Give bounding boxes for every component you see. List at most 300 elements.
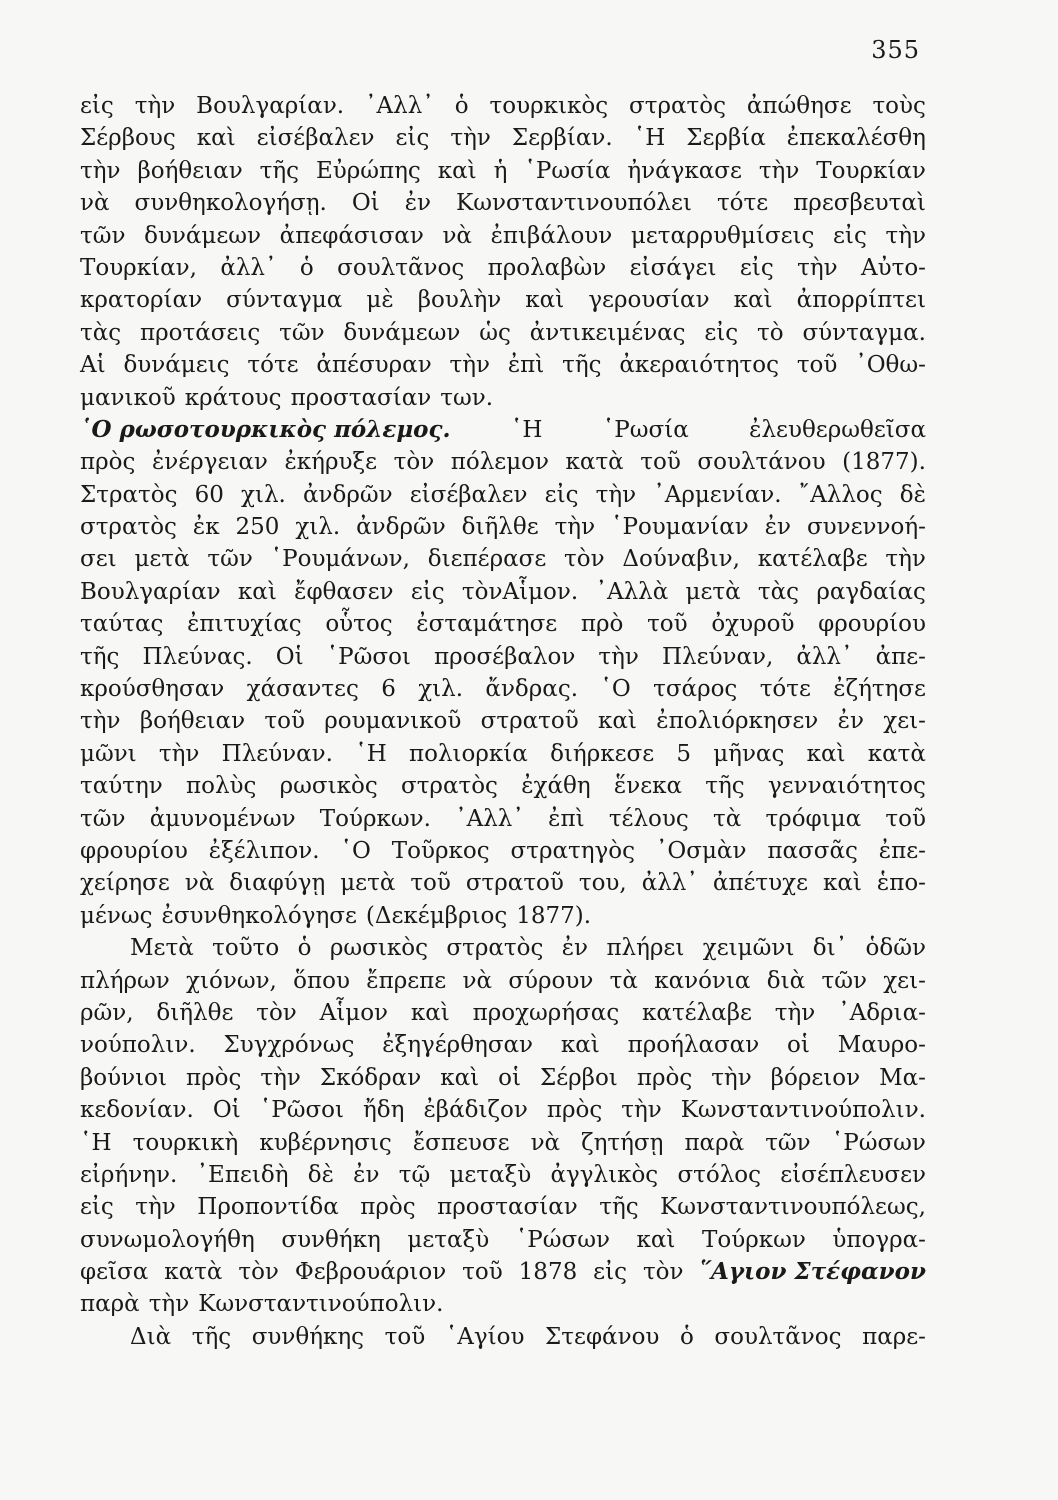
word: καὶ [598, 708, 637, 735]
word: Στεφάνου [545, 1323, 660, 1350]
word: Βουλγαρίαν. [196, 93, 345, 119]
word: κατὰ [867, 740, 926, 767]
word: ἀπορρίπτει [796, 287, 926, 314]
word: συνωμολογήθη [80, 1226, 255, 1253]
word: διῆλθε [461, 514, 539, 541]
word: Κωνσταντινουπόλεως, [660, 1194, 926, 1221]
word: ἔφθασεν [294, 578, 394, 605]
word: ἐν [764, 514, 792, 541]
word: ἐπε- [878, 837, 926, 864]
word: ἀπέσυραν [316, 352, 432, 379]
word: ἐπὶ [507, 352, 545, 379]
word: τὸν [238, 1259, 279, 1286]
text-line [80, 770, 926, 802]
word: στρατὸς [629, 93, 726, 119]
word: Τούρκων [702, 1226, 806, 1253]
word: πρὸς [546, 1097, 603, 1124]
word: ὡς [479, 319, 511, 346]
word: ῾Ρώσων [515, 1226, 610, 1253]
word: τὴν [758, 157, 800, 184]
word: ἐσταμάτησε [416, 611, 558, 638]
word: στρατὸς [80, 514, 177, 541]
word: ᾿Οθω- [855, 352, 926, 379]
word: εἰσέβαλεν [409, 481, 528, 508]
word: τὴν [450, 125, 491, 152]
word: Οἱ [275, 643, 304, 670]
word: τοῦ [384, 1323, 426, 1350]
word: πρὸς [185, 1064, 242, 1091]
word: διήρκεσε [550, 740, 655, 767]
text-line [80, 479, 926, 511]
word: μετὰ [340, 870, 396, 897]
word: ῾Ρῶσοι [259, 1097, 345, 1124]
word: κρατορίαν [80, 287, 203, 314]
text-line [80, 641, 926, 673]
word: σουλτᾶνος [337, 254, 465, 281]
word: ἐν [404, 190, 432, 217]
word: χειμῶνι [702, 935, 795, 962]
text-line [80, 738, 926, 770]
word: συνεννοή- [806, 514, 926, 541]
word: τὴν [554, 514, 596, 541]
word: μεταξὺ [407, 1226, 490, 1253]
word: Οἱ [212, 1097, 241, 1124]
word: τὰ [712, 805, 742, 832]
word: τρόφιμα [765, 805, 862, 832]
word: στρατοῦ [465, 870, 564, 897]
word: τὴν [797, 254, 838, 281]
word: ρωσικὸς [329, 935, 428, 962]
word: ἐνέργειαν [151, 449, 268, 476]
word: ῾Ρωσία [602, 416, 689, 443]
text-line [80, 90, 926, 122]
word: τῆς [562, 352, 602, 379]
word: τῆς [191, 1323, 232, 1350]
word: συνθήκης [251, 1323, 365, 1350]
word: μετὰ [685, 578, 741, 605]
word: ρουμανικοῦ [324, 708, 462, 735]
word: Σερβία [686, 125, 766, 152]
word: Αὐτο- [861, 254, 926, 281]
word: ᾿Οσμὰν [655, 837, 747, 864]
word: εἰσέβαλεν [256, 125, 375, 152]
word: προλαβὼν [487, 254, 607, 281]
word: Τουρκίαν, [80, 254, 197, 281]
word: Μαυρο- [837, 1032, 926, 1059]
word: νὰ [462, 967, 493, 994]
word: προήλασαν [627, 1032, 760, 1059]
word: καὶ [733, 287, 773, 314]
word: ἀνδρῶν [302, 481, 393, 508]
word: ἀνδρῶν [356, 514, 446, 541]
word: δὲ [307, 1161, 334, 1188]
word: ἐπιβάλουν [490, 222, 613, 249]
word: ὁ [454, 93, 469, 119]
word: τοῦ [647, 611, 688, 638]
word: ἑπο- [876, 870, 926, 897]
word: σύρουν [508, 967, 594, 994]
text-line [80, 1256, 926, 1288]
word: ἐξέλιπον. [208, 837, 320, 864]
word: τοῦ [640, 449, 681, 476]
text-line [80, 705, 926, 737]
word: (Δεκέμβριος [365, 902, 508, 929]
word: ᾿Αλλ᾿ [365, 93, 434, 119]
word: 60 [194, 481, 224, 508]
word: τὰς [757, 578, 800, 605]
word: κυβέρνησις [259, 1129, 392, 1156]
word: εἰρήνην. [80, 1161, 178, 1188]
word: μὲ [366, 287, 394, 314]
word: τὴν [774, 999, 816, 1026]
text-line [80, 900, 926, 932]
text-line [80, 1029, 926, 1061]
word: Δούναβιν, [622, 546, 740, 573]
word: τότε [247, 352, 299, 379]
word: ῾Η [510, 416, 543, 443]
word: ἀλλ᾿ [641, 870, 698, 897]
word: βούνιοι [80, 1064, 167, 1091]
word: ᾿Αρμενίαν. [653, 481, 782, 508]
word: τοῦ [264, 708, 305, 735]
text-line [80, 317, 926, 349]
word: τὴν [135, 1194, 176, 1221]
word: στρατοῦ [480, 708, 579, 735]
word: τὸν [564, 546, 605, 573]
word: χει- [883, 967, 926, 994]
word: τοῦ [885, 805, 926, 832]
word: Μα- [879, 1064, 926, 1091]
word: ὑπογρα- [832, 1226, 926, 1253]
word: ἀλλ᾿ [796, 643, 853, 670]
paragraph-russo-turkish-war [80, 414, 926, 932]
word: ῾Ο [600, 676, 631, 703]
word: ραγδαίας [816, 578, 926, 605]
word: πρὸς [360, 1194, 416, 1221]
word: εἰς [80, 1194, 114, 1221]
text-line [80, 382, 926, 414]
word: τουρκικὴ [132, 1129, 239, 1156]
text-line [80, 608, 926, 640]
word: Εὐρώπης [315, 157, 421, 184]
text-line [80, 155, 926, 187]
word: φρουρίου [818, 611, 926, 638]
word: χει- [883, 708, 926, 735]
word: καὶ [636, 1226, 676, 1253]
word: ἐχάθη [521, 773, 591, 800]
text-line [80, 835, 926, 867]
word: καὶ [410, 999, 450, 1026]
word: στρατὸς [446, 935, 544, 962]
word: τὴν [711, 1064, 752, 1091]
word: τὴν [885, 222, 926, 249]
word: εἰσέπλευσεν [780, 1161, 926, 1188]
word: οἱ [787, 1032, 810, 1059]
word: παρὰ [684, 1129, 745, 1156]
text-line [80, 252, 926, 284]
text-line [80, 1288, 926, 1320]
word: ἐκ [192, 514, 220, 541]
word: Προποντίδα [197, 1194, 339, 1221]
word: γενναιότητος [767, 773, 926, 800]
word: σει [80, 546, 117, 573]
word: ὁ [297, 935, 312, 962]
word: ᾿Επειδὴ [196, 1161, 289, 1188]
word: πόλεμον [450, 449, 549, 476]
word: πολὺς [185, 773, 257, 800]
text-line [80, 867, 926, 899]
word: βουλὴν [417, 287, 502, 314]
word: ᾿Αλλ᾿ [455, 805, 524, 832]
word: τὸν [256, 999, 297, 1026]
word: τῶν [821, 967, 867, 994]
word: Σέρβοι [539, 1064, 618, 1091]
word: δι᾿ [812, 935, 848, 962]
word: προστασίαν [437, 1194, 578, 1221]
word: σουλτάνου [697, 449, 826, 476]
word: κρούσθησαν [80, 676, 225, 703]
word: πολιορκία [408, 740, 528, 767]
word: ταύτην [80, 773, 163, 800]
word: τὴν [598, 643, 639, 670]
word: τσάρος [653, 676, 738, 703]
word: ἐλευθερωθεῖσα [749, 416, 926, 443]
word: τοῦ [410, 870, 451, 897]
word: μένως [80, 902, 153, 929]
word: ἄνδρας. [485, 676, 579, 703]
word: ὀχυροῦ [711, 611, 795, 638]
text-line [80, 1094, 926, 1126]
word: εἰς [395, 125, 430, 152]
word: πρὸ [580, 611, 624, 638]
word: τὰ [609, 967, 638, 994]
text-line [80, 965, 926, 997]
word: 6 [381, 676, 396, 703]
text-line [80, 1321, 926, 1353]
word: εἰς [544, 481, 579, 508]
word: δυνάμεων [144, 222, 262, 249]
word: κράτους [184, 384, 282, 411]
word: χιλ. [241, 481, 286, 508]
word: ῾Ρωσία [524, 157, 611, 184]
word: μῆνας [713, 740, 785, 767]
word: πασσᾶς [767, 837, 858, 864]
word: φεῖσα [80, 1259, 149, 1286]
word: στόλος [677, 1161, 762, 1188]
word: διεπέρασε [427, 546, 547, 573]
word: νὰ [184, 870, 215, 897]
word: Μετὰ [130, 935, 194, 962]
word: Σερβίαν. [511, 125, 613, 152]
word: ῾Ο [340, 837, 371, 864]
text-line [80, 576, 926, 608]
word: τῶν [80, 222, 126, 249]
word: ῾Ρῶσοι [326, 643, 411, 670]
text-line [80, 1224, 926, 1256]
word: τοῦ [796, 352, 838, 379]
word: εἰς [704, 319, 739, 346]
word: ἤδη [363, 1097, 405, 1124]
word: οὗτος [325, 611, 393, 638]
word: διῆλθε [156, 999, 234, 1026]
word: τότε [759, 676, 811, 703]
word: ἔσπευσε [412, 1129, 510, 1156]
emphasized-place-name: ῞Αγιον Στέφανον [699, 1258, 926, 1286]
word: κατέλαβε [642, 999, 752, 1026]
word: διὰ [766, 967, 806, 994]
word: τῶν [80, 805, 126, 832]
word: ἀντικειμένας [529, 319, 686, 346]
word: ἀπεφάσισαν [279, 222, 424, 249]
word: παρὰ [80, 1291, 140, 1318]
paragraph-treaty [80, 1321, 926, 1353]
word: καὶ [806, 740, 846, 767]
word: τὰς [80, 319, 122, 346]
word: βοήθειαν [139, 708, 246, 735]
word: τῶν [279, 319, 325, 346]
word: νούπολιν. [80, 1032, 196, 1059]
word: εἰς [80, 93, 114, 119]
word: ἡ [493, 157, 508, 184]
word: Πλεύναν, [661, 643, 774, 670]
word: φρουρίου [80, 837, 188, 864]
word: πρὸς [80, 449, 136, 476]
word: ὁ [299, 254, 314, 281]
word: συνθηκολογήσῃ. [134, 190, 327, 217]
word: Πλεύνας. [142, 643, 253, 670]
word: πρὸς [636, 1064, 693, 1091]
word: τὸν [642, 1259, 684, 1286]
word: τὴν [134, 93, 176, 119]
word: πλήρων [80, 967, 170, 994]
word: του, [578, 870, 627, 897]
word: σύνταγμα [226, 287, 343, 314]
word: ἠνάγκασε [627, 157, 742, 184]
word: κατὰ [164, 1259, 223, 1286]
word: ῾Η [355, 740, 387, 767]
word: ῾Ρώσων [831, 1129, 926, 1156]
word: τῶν [207, 546, 253, 573]
word: τοὺς [872, 93, 926, 119]
text-line [80, 349, 926, 381]
word: Συγχρόνως [223, 1032, 355, 1059]
word: καὶ [237, 578, 277, 605]
word: τὴν [260, 1064, 301, 1091]
word: πρεσβευταὶ [793, 190, 926, 217]
word: ῾Αγίου [445, 1323, 525, 1350]
paragraph-adrianople [80, 932, 926, 1321]
word: βόρειον [770, 1064, 861, 1091]
word: τῶν [765, 1129, 811, 1156]
word: χιλ. [295, 514, 341, 541]
word: σύνταγμα. [802, 319, 926, 346]
word: Τοῦρκος [391, 837, 490, 864]
word: βοήθειαν [137, 157, 243, 184]
word: προσέβαλον [434, 643, 576, 670]
text-line [80, 220, 926, 252]
word: προτάσεις [139, 319, 261, 346]
word: ἐπιτυχίας [187, 611, 302, 638]
word: οἱ [498, 1064, 521, 1091]
text-line [80, 1127, 926, 1159]
word: καὶ [525, 287, 565, 314]
word: ῾Ρουμάνων, [270, 546, 410, 573]
word: χάσαντες [246, 676, 359, 703]
word: καὶ [196, 125, 236, 152]
word: Σέρβους [80, 125, 176, 152]
word: ἐκήρυξε [284, 449, 378, 476]
word: 5 [676, 740, 691, 767]
word: ἐν [561, 935, 589, 962]
text-line [80, 414, 926, 446]
word: ἕνεκα [613, 773, 683, 800]
word: Φεβρουάριον [294, 1259, 447, 1286]
word: τὴν [80, 157, 121, 184]
word: τῆς [599, 1194, 639, 1221]
word: ἐσυνθηκολόγησε [161, 902, 357, 929]
text-line [80, 803, 926, 835]
word: ἀμυνομένων [149, 805, 296, 832]
word: νὰ [530, 1129, 561, 1156]
word: Στρατὸς [80, 481, 178, 508]
word: ρῶν, [80, 999, 134, 1026]
word: νὰ [80, 190, 110, 217]
word: εἰς [739, 254, 774, 281]
word: τὴν [621, 1097, 662, 1124]
word: μεταρρυθμίσεις [630, 222, 815, 249]
word: πλήρει [606, 935, 685, 962]
word: εἰσάγει [629, 254, 717, 281]
word: τὴν [80, 708, 121, 735]
word: ἐπολιόρκησεν [656, 708, 819, 735]
word: Πλεύναν. [221, 740, 333, 767]
word: ὁδῶν [865, 935, 926, 962]
word: τὴν [885, 546, 926, 573]
word: ὅπου [293, 967, 350, 994]
word: εἰς [410, 578, 445, 605]
text-line [80, 446, 926, 478]
word: μῶνι [80, 740, 137, 767]
page-number: 355 [871, 36, 920, 64]
word: τοῦ [462, 1259, 503, 1286]
word: τῆς [80, 643, 120, 670]
word: τὸν [393, 449, 435, 476]
word: Τουρκίαν [816, 157, 926, 184]
word: ταύτας [80, 611, 164, 638]
word: τὴν [595, 481, 637, 508]
word: τῆς [705, 773, 745, 800]
word: χιόνων, [186, 967, 277, 994]
word: μανικοῦ [80, 384, 176, 411]
word: προστασίαν [290, 384, 432, 411]
word: (1877). [842, 449, 926, 476]
word: δυνάμεις [123, 352, 230, 379]
word: κεδονίαν. [80, 1097, 194, 1124]
word: ἀλλ᾿ [220, 254, 277, 281]
word: 250 [235, 514, 280, 541]
word: ἐπεκαλέσθη [786, 125, 926, 152]
word: ἀκεραιότητος [619, 352, 780, 379]
word: μεταξὺ [449, 1161, 532, 1188]
word: ῎Αλλος [798, 481, 883, 508]
text-line [80, 673, 926, 705]
text-line [80, 511, 926, 543]
word: καὶ [822, 870, 862, 897]
text-line [80, 1062, 926, 1094]
word: τὴν [158, 740, 200, 767]
word: τότε [716, 190, 769, 217]
page-body [80, 90, 926, 1353]
